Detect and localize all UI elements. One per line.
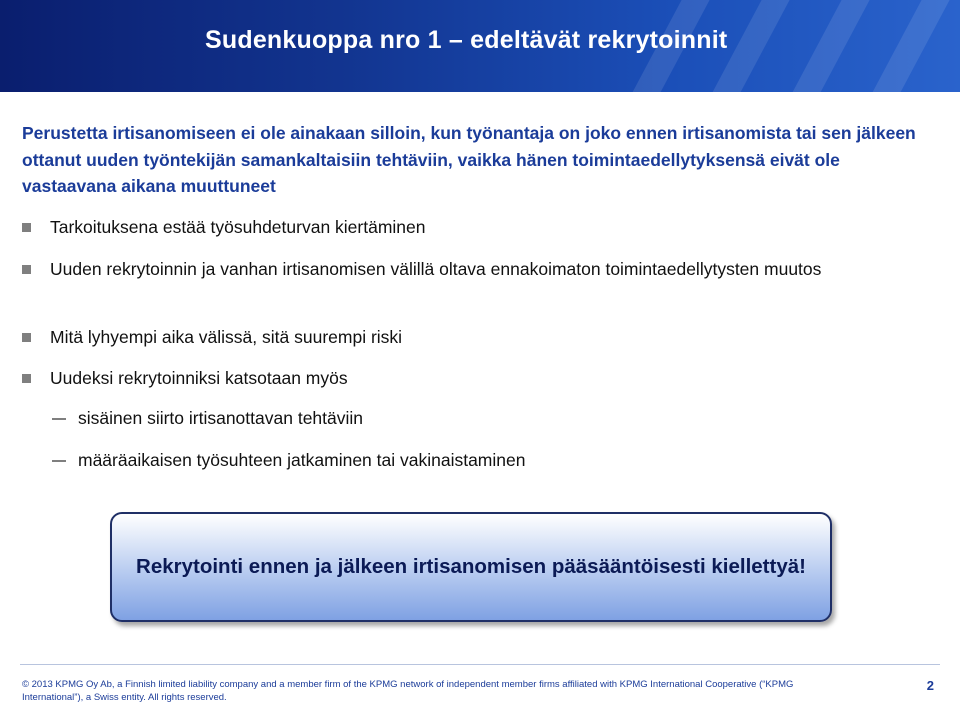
bullet-text: Mitä lyhyempi aika välissä, sitä suurempi riski [50,327,403,347]
square-bullet-icon [22,374,31,383]
decorative-stripe [858,0,960,92]
bullet-item [22,324,922,350]
callout-text: Rekrytointi ennen ja jälkeen irtisanomisen pääsääntöisesti kiellettyä! [136,555,806,578]
copyright-notice: © 2013 KPMG Oy Ab, a Finnish limited liability company and a member firm of the KPMG network of independent member firms affiliated with KPMG International Cooperative (“KPMG International”), a Swiss entity. All rights reserved. [22,679,794,703]
sub-bullet-text: määräaikaisen työsuhteen jatkaminen tai vakinaistaminen [78,450,526,470]
bullet-item [22,365,922,391]
sub-bullet-text: sisäinen siirto irtisanottavan tehtäviin [78,408,364,428]
sub-bullet-item [52,405,912,431]
decorative-stripe [778,0,880,92]
bullet-text: Tarkoituksena estää työsuhdeturvan kiertäminen [50,217,426,237]
conclusion-callout [110,512,832,622]
square-bullet-icon [22,333,31,342]
bullet-item [22,214,922,240]
sub-bullet-item [52,447,912,473]
intro-paragraph: Perustetta irtisanomiseen ei ole ainakaan silloin, kun työnantaja on joko ennen irtisanomista tai sen jälkeen ottanut uuden työntekijän samankaltaisiin tehtäviin, vaikka hänen toimintaedellytyksensä eivät ole vastaavana aikana muuttuneet [22,123,916,196]
square-bullet-icon [22,265,31,274]
dash-bullet-icon [52,418,66,420]
bullet-item [22,256,922,282]
title-bar [0,0,960,92]
slide-title: Sudenkuoppa nro 1 – edeltävät rekrytoinnit [205,26,728,54]
bullet-text: Uudeksi rekrytoinniksi katsotaan myös [50,368,348,388]
bullet-text: Uuden rekrytoinnin ja vanhan irtisanomisen välillä oltava ennakoimaton toimintaedellytysten muutos [50,259,822,279]
footer-divider [20,664,940,665]
page-number: 2 [926,678,934,693]
square-bullet-icon [22,223,31,232]
dash-bullet-icon [52,460,66,462]
